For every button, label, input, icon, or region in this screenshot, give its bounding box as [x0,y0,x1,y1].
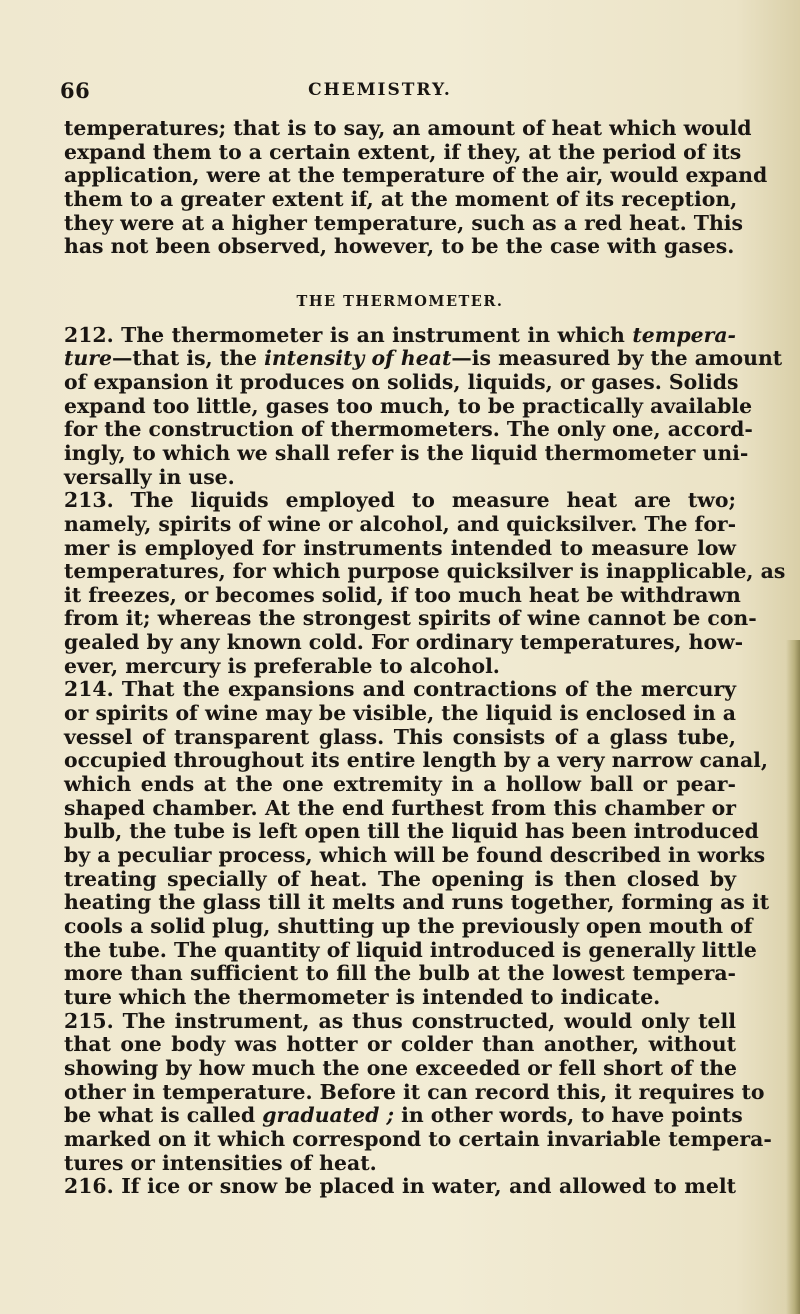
text-line: expand them to a certain extent, if they, at the period of its [64,139,742,164]
paragraph-212-line: 212. The thermometer is an instrument in which tempera- [64,322,736,347]
text-line: temperatures; that is to say, an amount of heat which would [64,116,752,140]
text-line: they were at a higher temperature, such as a red heat. This [64,210,743,235]
running-title: CHEMISTRY. [308,80,452,100]
paragraph-213-line: from it; whereas the strongest spirits of wine cannot be con- [64,606,757,631]
paragraph-213-line: mer is employed for instruments intended to measure low [64,535,736,560]
page-number: 66 [60,78,91,103]
text-line: application, were at the temperature of the air, would expand [64,163,768,188]
paragraph-214-line: 214. That the expansions and contractions of the mercury [64,677,736,702]
paragraph-213-line: it freezes, or becomes solid, if too much heat be withdrawn [64,582,741,607]
paragraph-214-line: treating specially of heat. The opening is then closed by [64,866,736,891]
paragraph-214-line: vessel of transparent glass. This consists of a glass tube, [64,724,736,749]
paragraph-214-line: ture which the thermometer is intended to indicate. [64,984,661,1009]
paragraph-214-line: more than sufficient to fill the bulb at the lowest tempera- [64,961,736,986]
paragraph-215-line: showing by how much the one exceeded or fell short of the [64,1055,737,1080]
paragraph-215-line: that one body was hotter or colder than another, without [64,1032,736,1057]
page-header [60,78,700,108]
paragraph-214-line: heating the glass till it melts and runs together, forming as it [64,890,770,915]
paragraph-214-line: or spirits of wine may be visible, the liquid is enclosed in a [64,701,736,726]
page-edge-shadow [786,640,800,1314]
paragraph-214-line: bulb, the tube is left open till the liquid has been introduced [64,819,759,844]
paragraph-213-line: temperatures, for which purpose quicksilver is inapplicable, as [64,559,786,584]
paragraph-215-line: other in temperature. Before it can record this, it requires to [64,1079,765,1104]
paragraph-212-line: of expansion it produces on solids, liquids, or gases. Solids [64,369,739,394]
paragraph-212-line: versally in use. [64,464,235,489]
paragraph-215-line: tures or intensities of heat. [64,1150,377,1175]
paragraph-215-line: marked on it which correspond to certain invariable tempera- [64,1126,772,1151]
paragraph-213-line: gealed by any known cold. For ordinary temperatures, how- [64,630,744,655]
paragraph-215-line: be what is called graduated ; in other words, to have points [64,1103,743,1128]
text-line: them to a greater extent if, at the moment of its reception, [64,186,738,211]
paragraph-213-line: namely, spirits of wine or alcohol, and quicksilver. The for- [64,511,737,536]
text-line: has not been observed, however, to be the case with gases. [64,234,735,259]
paragraph-214-line: by a peculiar process, which will be found described in works [64,843,766,868]
paragraph-212-line: expand too little, gases too much, to be practically available [64,393,753,418]
paragraph-214-line: the tube. The quantity of liquid introduced is generally little [64,937,757,962]
section-title: THE THERMOMETER. [296,292,504,310]
paragraph-212-line: ingly, to which we shall refer is the liquid thermometer uni- [64,440,749,465]
paragraph-213-line: ever, mercury is preferable to alcohol. [64,653,500,678]
paragraph-212-line: ture—that is, the intensity of heat—is measured by the amount [64,346,783,371]
paragraph-215-line: 215. The instrument, as thus constructed, would only tell [64,1008,736,1033]
paragraph-213-line: 213. The liquids employed to measure heat are two; [64,488,736,513]
paragraph-216-line: 216. If ice or snow be placed in water, and allowed to melt [64,1174,736,1199]
paragraph-214-line: shaped chamber. At the end furthest from this chamber or [64,795,736,820]
paragraph-214-line: cools a solid plug, shutting up the previously open mouth of [64,914,753,938]
paragraph-212-line: for the construction of thermometers. The only one, accord- [64,417,753,442]
paragraph-214-line: which ends at the one extremity in a hollow ball or pear- [64,772,736,797]
paragraph-214-line: occupied throughout its entire length by a very narrow canal, [64,748,769,773]
body-text [64,116,786,1199]
